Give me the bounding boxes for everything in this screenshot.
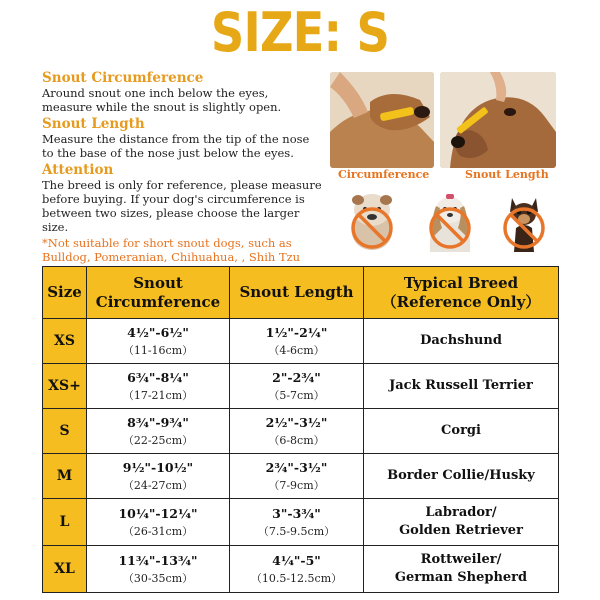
snout-length-cell <box>230 546 364 593</box>
breed-cell <box>364 409 559 454</box>
snout-length-cell <box>230 409 364 454</box>
snout-length-inches: 2¾"-3½" <box>265 459 328 475</box>
snout-length-inches: 3"-3¾" <box>272 505 321 521</box>
snout-length-cm: （4-6cm） <box>268 343 325 357</box>
snout-length-cm: （5-7cm） <box>268 388 325 402</box>
size-cell: XS <box>43 319 87 364</box>
circumference-cm: （11-16cm） <box>122 343 194 357</box>
circumference-text: Around snout one inch below the eyes, measure while the snout is slightly open. <box>42 86 282 114</box>
header-snout-length: Snout Length <box>230 267 364 319</box>
circumference-cell <box>87 499 230 546</box>
length-photo <box>440 72 556 168</box>
circumference-cell <box>87 409 230 454</box>
table-row <box>43 499 559 546</box>
snout-length-cm: （7.5-9.5cm） <box>257 524 336 538</box>
circumference-inches: 4½"-6½" <box>127 324 189 340</box>
circumference-photo <box>330 72 434 168</box>
header-breed-line2: （Reference Only） <box>381 292 541 311</box>
table-row <box>43 546 559 593</box>
breed-cell <box>364 364 559 409</box>
snout-length-inches: 2"-2¾" <box>272 369 321 385</box>
snout-length-cell <box>230 499 364 546</box>
circumference-cm: （26-31cm） <box>122 524 194 538</box>
length-text: Measure the distance from the tip of the nose to the base of the nose just below the eyes. <box>42 132 310 160</box>
dog-snout-length-image <box>440 72 556 168</box>
header-circumference-line2: Circumference <box>95 292 221 311</box>
snout-length-cell <box>230 319 364 364</box>
snout-length-cell <box>230 364 364 409</box>
header-circumference <box>87 267 230 319</box>
circumference-inches: 9½"-10½" <box>122 459 194 475</box>
table-header-row <box>43 267 559 319</box>
circumference-cm: （22-25cm） <box>122 433 194 447</box>
snout-length-inches: 4¼"-5" <box>272 552 321 568</box>
size-cell: S <box>43 409 87 454</box>
size-cell: XS+ <box>43 364 87 409</box>
breed-line2: German Shepherd <box>394 570 528 585</box>
circumference-inches: 10¼"-12¼" <box>118 505 198 521</box>
header-size: Size <box>43 267 87 319</box>
circumference-cell <box>87 546 230 593</box>
circumference-cm: （24-27cm） <box>122 478 194 492</box>
short-snout-warning: *Not suitable for short snout dogs, such as Bulldog, Pomeranian, Chihuahua, , Shih Tzu <box>42 236 301 264</box>
length-heading: Snout Length <box>42 116 145 132</box>
breed-cell <box>364 454 559 499</box>
header-circumference-line1: Snout <box>133 273 183 292</box>
breed-line2: Golden Retriever <box>399 523 523 538</box>
circumference-cell <box>87 364 230 409</box>
circumference-inches: 8¾"-9¾" <box>127 414 189 430</box>
snout-length-inches: 2½"-3½" <box>265 414 328 430</box>
circumference-cm: （30-35cm） <box>122 571 194 585</box>
attention-text: The breed is only for reference, please measure before buying. If your dog's circumference is between two sizes, please choose the larger size. <box>42 178 322 234</box>
size-cell: M <box>43 454 87 499</box>
circumference-cell <box>87 319 230 364</box>
breed-line1: Border Collie/Husky <box>387 468 535 483</box>
breed-line1: Rottweiler/ <box>420 552 502 567</box>
table-row <box>43 454 559 499</box>
table-row <box>43 364 559 409</box>
table-row <box>43 319 559 364</box>
instructions-panel <box>42 70 322 290</box>
caption-snout-length: Snout Length <box>465 168 549 181</box>
snout-length-cm: （6-8cm） <box>268 433 325 447</box>
breed-line1: Corgi <box>441 423 481 438</box>
bulldog-not-suitable-icon <box>346 188 398 254</box>
size-cell: L <box>43 499 87 546</box>
chihuahua-not-suitable-icon <box>498 188 550 254</box>
size-cell: XL <box>43 546 87 593</box>
circumference-heading: Snout Circumference <box>42 70 204 86</box>
snout-length-cm: （10.5-12.5cm） <box>250 571 343 585</box>
breed-cell <box>364 546 559 593</box>
breed-cell <box>364 499 559 546</box>
header-breed-line1: Typical Breed <box>403 273 519 292</box>
breed-line1: Jack Russell Terrier <box>389 378 533 393</box>
circumference-inches: 6¾"-8¼" <box>127 369 189 385</box>
snout-length-inches: 1½"-2¼" <box>265 324 328 340</box>
circumference-cm: （17-21cm） <box>122 388 194 402</box>
breed-cell <box>364 319 559 364</box>
breed-line1: Dachshund <box>420 333 502 348</box>
snout-length-cm: （7-9cm） <box>268 478 325 492</box>
page-title: SIZE: S <box>210 1 390 64</box>
breed-line1: Labrador/ <box>425 505 497 520</box>
table-row <box>43 409 559 454</box>
size-chart-table <box>42 266 559 593</box>
shih-tzu-not-suitable-icon <box>424 188 476 254</box>
circumference-inches: 11¾"-13¾" <box>118 552 198 568</box>
snout-length-cell <box>230 454 364 499</box>
caption-circumference: Circumference <box>338 168 430 181</box>
dog-muzzle-circumference-image <box>330 72 434 168</box>
attention-heading: Attention <box>42 162 114 178</box>
circumference-cell <box>87 454 230 499</box>
header-typical-breed <box>364 267 559 319</box>
